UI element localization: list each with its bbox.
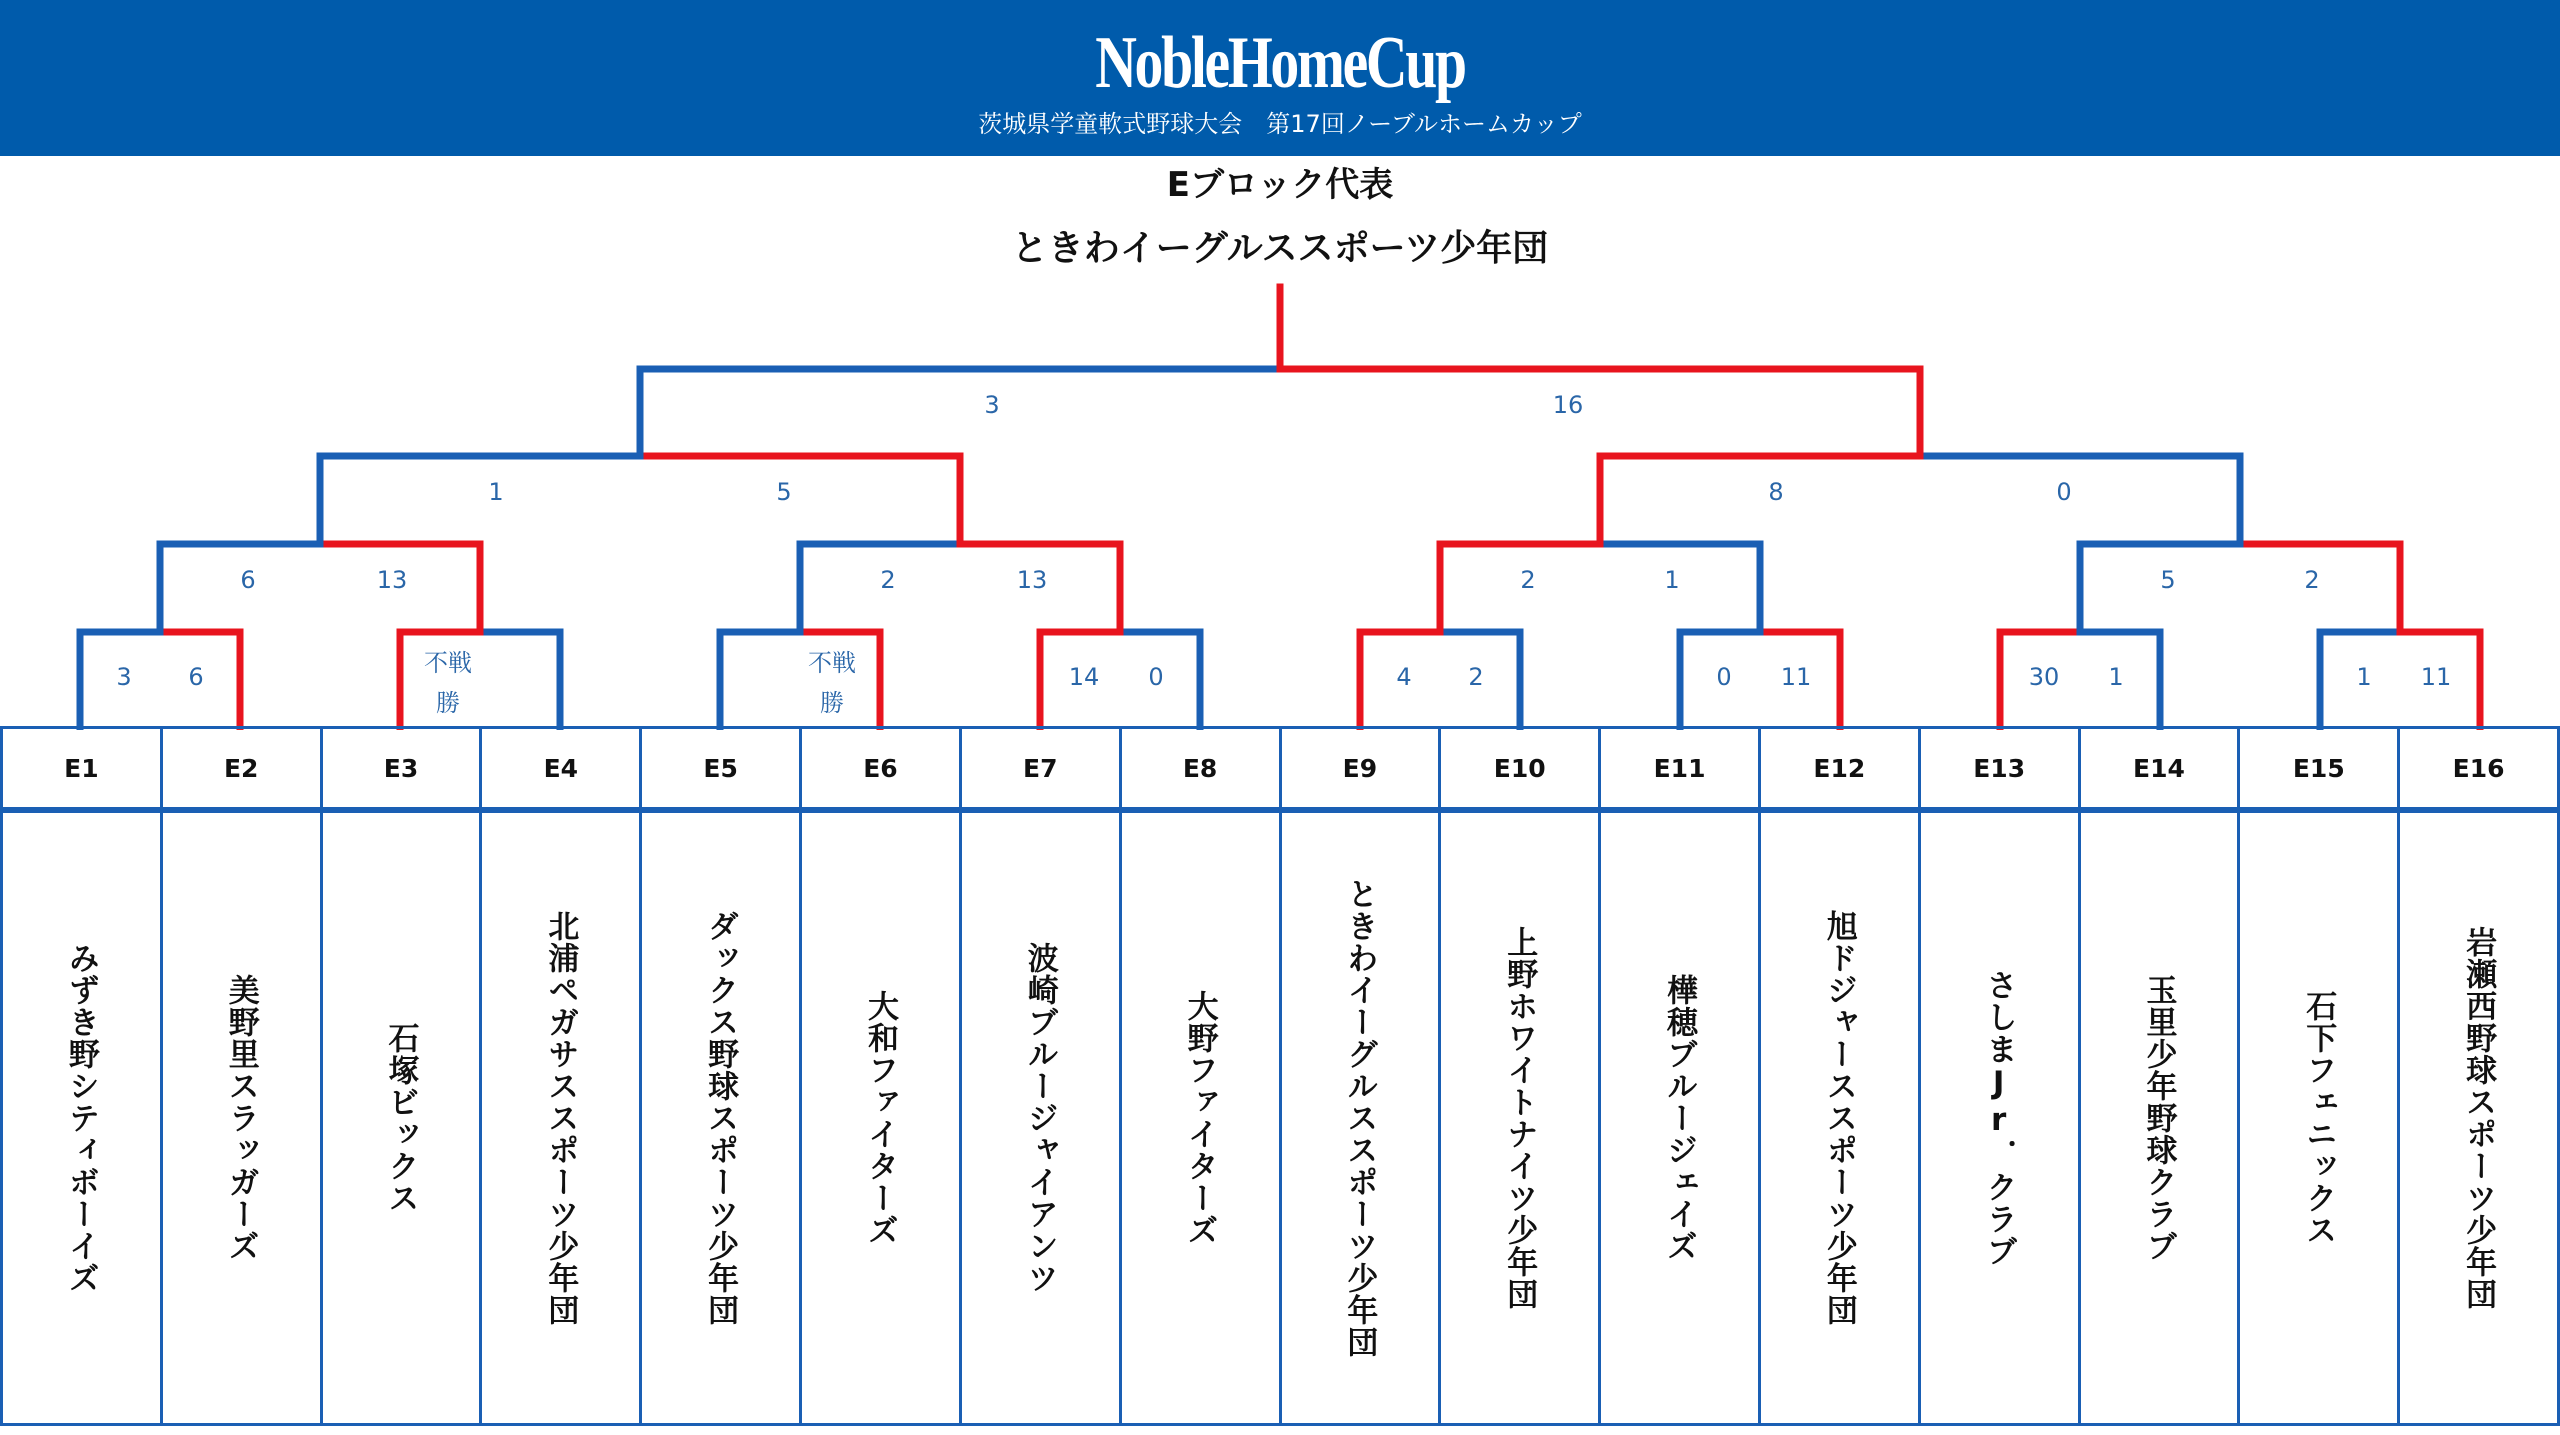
team-name: 旭ドジャーススポーツ少年団 bbox=[1820, 910, 1857, 1326]
match-score-left: 30 bbox=[2028, 663, 2060, 691]
match-score-right: 2 bbox=[2304, 566, 2320, 594]
match-score-left: 1 bbox=[2356, 663, 2372, 691]
tournament-subtitle: 茨城県学童軟式野球大会 第17回ノーブルホームカップ bbox=[978, 110, 1582, 138]
team-code: E5 bbox=[642, 729, 799, 813]
team-code: E2 bbox=[163, 729, 320, 813]
team-name-cell bbox=[1122, 813, 1279, 1423]
match-score-left: 0 bbox=[1716, 663, 1732, 691]
walkover-label: 不戦 bbox=[424, 649, 472, 677]
team-column bbox=[2237, 726, 2400, 1426]
team-name: 岩瀬西野球スポーツ少年団 bbox=[2460, 926, 2497, 1310]
team-name: ダックス野球スポーツ少年団 bbox=[702, 910, 739, 1326]
team-code: E1 bbox=[3, 729, 160, 813]
walkover-label: 勝 bbox=[820, 689, 844, 717]
team-name-cell bbox=[163, 813, 320, 1423]
match-score-left: 2 bbox=[1520, 566, 1536, 594]
team-column bbox=[1438, 726, 1601, 1426]
team-code: E9 bbox=[1282, 729, 1439, 813]
team-name-cell bbox=[642, 813, 799, 1423]
match-score-left: 3 bbox=[116, 663, 132, 691]
team-column bbox=[320, 726, 483, 1426]
team-name: 大和ファイターズ bbox=[861, 990, 898, 1246]
team-column bbox=[799, 726, 962, 1426]
match-score-right: 16 bbox=[1552, 391, 1584, 419]
team-name-cell bbox=[1761, 813, 1918, 1423]
match-score-right: 13 bbox=[1016, 566, 1048, 594]
team-name: 玉里少年野球クラブ bbox=[2140, 974, 2177, 1262]
teams-grid bbox=[0, 726, 2560, 1426]
match-score-right: 0 bbox=[1148, 663, 1164, 691]
team-name: 上野ホワイトナイツ少年団 bbox=[1501, 926, 1538, 1310]
team-name: さしまJr．クラブ bbox=[1980, 969, 2017, 1267]
team-column bbox=[1119, 726, 1282, 1426]
match-score-right: 11 bbox=[2420, 663, 2452, 691]
match-score-right: 2 bbox=[1468, 663, 1484, 691]
match-score-left: 3 bbox=[984, 391, 1000, 419]
match-score-right: 13 bbox=[376, 566, 408, 594]
team-column bbox=[2078, 726, 2241, 1426]
team-column bbox=[479, 726, 642, 1426]
team-code: E4 bbox=[482, 729, 639, 813]
team-name-cell bbox=[323, 813, 480, 1423]
match-score-left: 8 bbox=[1768, 478, 1784, 506]
team-name: 樺穂ブルージェイズ bbox=[1661, 974, 1698, 1262]
team-name: みずき野シティボーイズ bbox=[62, 942, 99, 1294]
team-name-cell bbox=[2081, 813, 2238, 1423]
team-code: E7 bbox=[962, 729, 1119, 813]
team-name: 大野ファイターズ bbox=[1181, 990, 1218, 1246]
team-name-cell bbox=[2240, 813, 2397, 1423]
match-score-left: 6 bbox=[240, 566, 256, 594]
match-score-left: 4 bbox=[1396, 663, 1412, 691]
team-code: E10 bbox=[1441, 729, 1598, 813]
team-name-cell bbox=[1921, 813, 2078, 1423]
team-column bbox=[160, 726, 323, 1426]
team-column bbox=[639, 726, 802, 1426]
match-score-left: 5 bbox=[2160, 566, 2176, 594]
team-name-cell bbox=[2400, 813, 2557, 1423]
noble-home-cup-logo: NobleHomeCup bbox=[1095, 22, 1465, 104]
team-column bbox=[959, 726, 1122, 1426]
team-name-cell bbox=[962, 813, 1119, 1423]
match-score-right: 11 bbox=[1780, 663, 1812, 691]
team-code: E11 bbox=[1601, 729, 1758, 813]
team-name-cell bbox=[1282, 813, 1439, 1423]
team-name: 波崎ブルージャイアンツ bbox=[1021, 942, 1058, 1294]
team-name: ときわイーグルススポーツ少年団 bbox=[1341, 878, 1378, 1358]
walkover-label: 不戦 bbox=[808, 649, 856, 677]
team-name-cell bbox=[482, 813, 639, 1423]
team-code: E3 bbox=[323, 729, 480, 813]
team-column bbox=[0, 726, 163, 1426]
team-code: E13 bbox=[1921, 729, 2078, 813]
team-name-cell bbox=[1601, 813, 1758, 1423]
team-name-cell bbox=[3, 813, 160, 1423]
block-title: Eブロック代表 bbox=[1166, 165, 1394, 205]
match-score-right: 5 bbox=[776, 478, 792, 506]
team-column bbox=[1279, 726, 1442, 1426]
team-code: E8 bbox=[1122, 729, 1279, 813]
team-code: E16 bbox=[2400, 729, 2557, 813]
team-name: 石塚ビックス bbox=[382, 1022, 419, 1214]
walkover-label: 勝 bbox=[436, 689, 460, 717]
team-code: E6 bbox=[802, 729, 959, 813]
team-name: 北浦ペガサススポーツ少年団 bbox=[542, 910, 579, 1326]
team-column bbox=[1758, 726, 1921, 1426]
team-column bbox=[1598, 726, 1761, 1426]
match-score-right: 1 bbox=[2108, 663, 2124, 691]
match-score-left: 14 bbox=[1068, 663, 1100, 691]
team-name-cell bbox=[802, 813, 959, 1423]
match-score-right: 6 bbox=[188, 663, 204, 691]
team-name: 石下フェニックス bbox=[2300, 990, 2337, 1246]
team-code: E12 bbox=[1761, 729, 1918, 813]
match-score-left: 2 bbox=[880, 566, 896, 594]
match-score-right: 1 bbox=[1664, 566, 1680, 594]
team-column bbox=[1918, 726, 2081, 1426]
team-code: E14 bbox=[2081, 729, 2238, 813]
team-name: 美野里スラッガーズ bbox=[222, 974, 259, 1262]
team-code: E15 bbox=[2240, 729, 2397, 813]
team-name-cell bbox=[1441, 813, 1598, 1423]
match-score-left: 1 bbox=[488, 478, 504, 506]
team-column bbox=[2397, 726, 2560, 1426]
match-score-right: 0 bbox=[2056, 478, 2072, 506]
block-winner-name: ときわイーグルススポーツ少年団 bbox=[1011, 228, 1549, 269]
